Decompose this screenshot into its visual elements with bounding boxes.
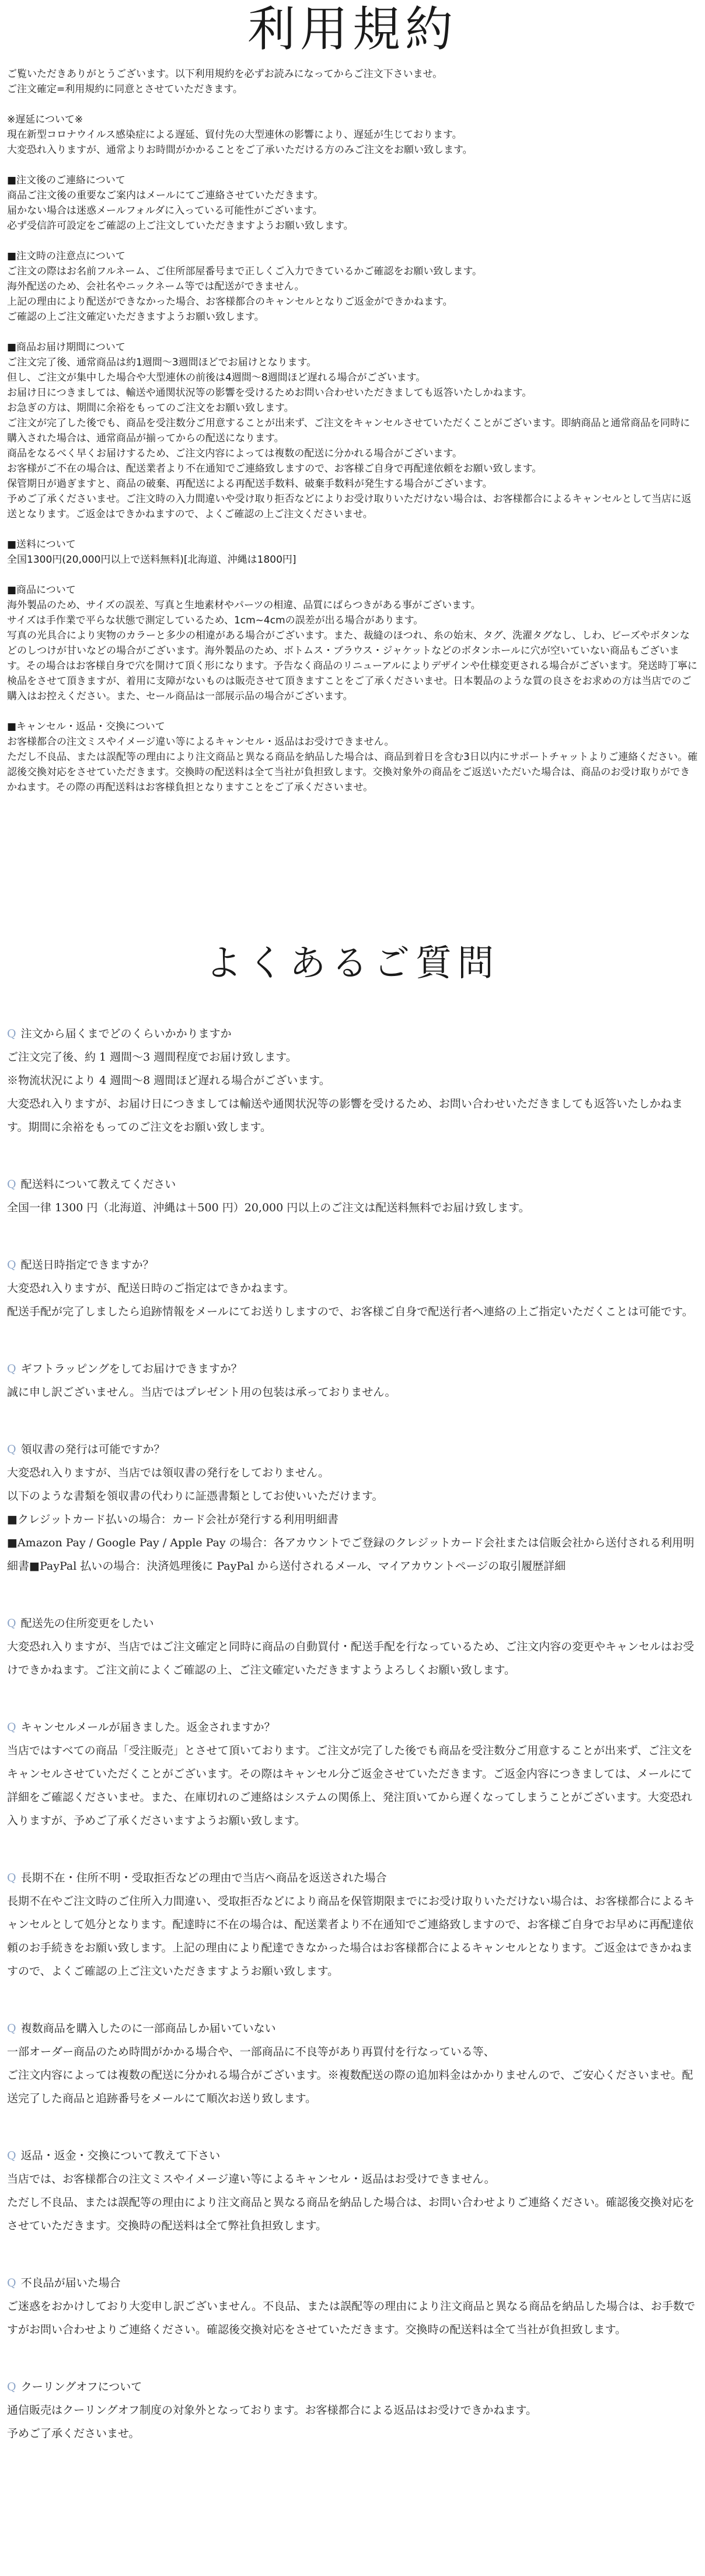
faq-answer-text: 当店では、お客様都合の注文ミスやイメージ違い等によるキャンセル・返品はお受けできません。 <box>7 2173 495 2185</box>
faq-answer <box>7 1635 698 1682</box>
faq-question-text: 配送料について教えてください <box>20 1178 176 1191</box>
question-mark-icon: Q <box>7 2277 16 2289</box>
faq-answer <box>7 1890 698 1983</box>
faq-answer <box>7 1461 698 1578</box>
faq-question-text: 返品・返金・交換について教えて下さい <box>20 2149 221 2162</box>
question-mark-icon: Q <box>7 1027 16 1040</box>
faq-answer-text: 全国一律 1300 円（北海道、沖縄は＋500 円）20,000 円以上のご注文は配送料無料でお届け致します。 <box>7 1201 530 1214</box>
faq-item <box>7 1253 698 1323</box>
faq-answer <box>7 2295 698 2341</box>
terms-title: 利用規約 <box>247 2 458 57</box>
faq-answer-text: 大変恐れ入りますが、配送日時のご指定はできかねます。 <box>7 1282 295 1295</box>
faq-question-text: 注文から届くまでどのくらいかかりますか <box>20 1027 232 1040</box>
terms-text: ※遅延について※ <box>7 114 83 126</box>
faq-item <box>7 1357 698 1404</box>
faq-question <box>7 2375 698 2399</box>
terms-body <box>7 67 698 795</box>
faq-answer <box>7 1045 698 1139</box>
faq-answer-text: 以下のような書類を領収書の代わりに証憑書類としてお使いいただけます。 <box>7 1490 383 1503</box>
faq-question <box>7 1438 698 1461</box>
faq-item <box>7 2144 698 2237</box>
faq-question-text: クーリングオフについて <box>20 2380 142 2393</box>
faq-answer-text: 大変恐れ入りますが、当店ではご注文確定と同時に商品の自動買付・配送手配を行なっているため、ご注文内容の変更やキャンセルはお受けできかねます。ご注文前によくご確認の上、ご注文確定いただきますようよろしくお願い致します。 <box>7 1640 694 1676</box>
faq-item <box>7 1716 698 1832</box>
faq-item <box>7 1173 698 1219</box>
terms-text: ご注文の際はお名前フルネーム、ご住所部屋番号まで正しくご入力できているかご確認をお願い致します。 <box>7 266 482 278</box>
faq-question-text: 不良品が届いた場合 <box>20 2277 121 2289</box>
faq-question-text: 配送日時指定できますか？ <box>20 1259 154 1271</box>
faq-answer-text: ご注文内容によっては複数の配送に分かれる場合がございます。※複数配送の際の追加料金はかかりませんので、ご安心くださいませ。配送完了した商品と追跡番号をメールにて順次お送り致します。 <box>7 2069 693 2105</box>
terms-heading: ■注文時の注意点について <box>7 250 125 263</box>
faq-answer-text: 誠に申し訳ございません。当店ではプレゼント用の包装は承っておりません。 <box>7 1386 396 1399</box>
faq-answer-text: ただし不良品、または誤配等の理由により注文商品と異なる商品を納品した場合は、お問い合わせよりご連絡ください。確認後交換対応をさせていただきます。交換時の配送料は全て弊社負担致します。 <box>7 2196 695 2232</box>
terms-text: 海外配送のため、会社名やニックネーム等では配送ができません。 <box>7 281 305 293</box>
terms-text: ご注文確定=利用規約に同意とさせていただきます。 <box>7 83 243 96</box>
faq-answer-text: 予めご了承くださいませ。 <box>7 2427 140 2440</box>
faq-answer <box>7 1277 698 1323</box>
terms-block <box>7 173 698 233</box>
faq-item <box>7 1022 698 1139</box>
faq-answer-text: 大変恐れ入りますが、お届け日につきましては輸送や通関状況等の影響を受けるため、お問い合わせいただきましても返答いたしかねます。期間に余裕をもってのご注文をお願い致します。 <box>7 1097 683 1134</box>
faq-answer-text: ご迷惑をおかけしており大変申し訳ございません。不良品、または誤配等の理由により注文商品と異なる商品を納品した場合は、お手数ですがお問い合わせよりご連絡ください。確認後交換対応をさせていただきます。交換時の配送料は全て当社が負担致します。 <box>7 2300 696 2336</box>
terms-block <box>7 67 698 97</box>
terms-text: ご確認の上ご注文確定いただきますようお願い致します。 <box>7 311 264 323</box>
faq-answer-text: 通信販売はクーリングオフ制度の対象外となっております。お客様都合による返品はお受けできかねます。 <box>7 2404 538 2417</box>
faq-item <box>7 2271 698 2341</box>
faq-answer-text: ※物流状況により 4 週間〜8 週間ほど遅れる場合がございます。 <box>7 1074 330 1087</box>
faq-question <box>7 2144 698 2167</box>
faq-question <box>7 1357 698 1381</box>
question-mark-icon: Q <box>7 2149 16 2162</box>
terms-text: 届かない場合は迷惑メールフォルダに入っている可能性がございます。 <box>7 205 323 217</box>
terms-text: 予めご了承くださいませ。ご注文時の入力間違いや受け取り拒否などによりお受け取りいただけない場合は、お客様都合によるキャンセルとして当店に返送となります。ご返金はできかねますので、よくご確認の上ご注文くださいませ。 <box>7 493 692 521</box>
faq-question <box>7 1716 698 1739</box>
faq-question <box>7 1253 698 1277</box>
question-mark-icon: Q <box>7 1443 16 1456</box>
terms-text: お急ぎの方は、期間に余裕をもってのご注文をお願い致します。 <box>7 402 294 414</box>
terms-block <box>7 249 698 325</box>
terms-text: ご覧いただきありがとうございます。以下利用規約を必ずお読みになってからご注文下さいませ。 <box>7 68 443 81</box>
faq-question-text: 長期不在・住所不明・受取拒否などの理由で当店へ商品を返送された場合 <box>20 1871 387 1884</box>
faq-item <box>7 2017 698 2110</box>
faq-answer-text: 当店ではすべての商品「受注販売」とさせて頂いております。ご注文が完了した後でも商品を受注数分ご用意することが出来ず、ご注文をキャンセルさせていただくことがございます。その際はキャンセル分ご返金させていただきます。ご返金内容につきましては、メールにて詳細をご確認くださいませ。また、在庫切れのご連絡はシステムの関係上、発注頂いてから遅くなってしまうことがございます。大変恐れ入りますが、予めご了承くださいますようお願い致します。 <box>7 1744 693 1827</box>
faq-answer <box>7 2167 698 2237</box>
terms-text: 商品ご注文後の重要なご案内はメールにてご連絡させていただきます。 <box>7 190 324 202</box>
terms-block <box>7 112 698 158</box>
terms-heading: ■注文後のご連絡について <box>7 175 125 187</box>
terms-heading: ■送料について <box>7 539 76 551</box>
terms-text: 保管期日が過ぎますと、商品の破棄、再配送による再配送手数料、破棄手数料が発生する場合がございます。 <box>7 478 493 490</box>
faq-answer <box>7 1381 698 1404</box>
faq-answer-text: ■Amazon Pay / Google Pay / Apple Pay の場合：各アカウントでご登録のクレジットカード会社または信販会社から送付される利用明細書■PayPal 払いの場合：決済処理後に PayPal から送付されるメール、マイアカウントページの取引履歴詳細 <box>7 1536 694 1573</box>
faq-answer <box>7 1739 698 1832</box>
question-mark-icon: Q <box>7 2022 16 2035</box>
faq-item <box>7 2375 698 2445</box>
terms-text: 上記の理由により配送ができなかった場合、お客様都合のキャンセルとなりご返金ができかねます。 <box>7 296 453 308</box>
terms-text: 但し、ご注文が集中した場合や大型連休の前後は4週間〜8週間ほど遅れる場合がございます。 <box>7 372 426 384</box>
faq-answer-text: 一部オーダー商品のため時間がかかる場合や、一部商品に不良等があり再買付を行なっている等、 <box>7 2045 495 2058</box>
faq-title: よくあるご質問 <box>205 942 500 984</box>
terms-section <box>0 0 705 795</box>
faq-answer-text: 長期不在やご注文時のご住所入力間違い、受取拒否などにより商品を保管期限までにお受け取りいただけない場合は、お客様都合によるキャンセルとして処分となります。配達時に不在の場合は、配送業者より不在通知でご連絡致しますので、お客様ご自身でお早めに再配達依頼のお手続きをお願い致します。上記の理由により配達できなかった場合はお客様都合によるキャンセルとなります。ご返金はできかねますので、よくご確認の上ご注文いただきますようお願い致します。 <box>7 1895 695 1978</box>
terms-text: 大変恐れ入りますが、通常よりお時間がかかることをご了承いただける方のみご注文をお願い致します。 <box>7 144 473 156</box>
terms-text: 現在新型コロナウイルス感染症による遅延、貿付先の大型連休の影響により、遅延が生じております。 <box>7 129 462 141</box>
faq-item <box>7 1866 698 1983</box>
question-mark-icon: Q <box>7 2380 16 2393</box>
faq-list <box>7 1022 698 2445</box>
faq-answer <box>7 2040 698 2110</box>
question-mark-icon: Q <box>7 1178 16 1191</box>
faq-question <box>7 1612 698 1635</box>
terms-text: お届け日につきましては、輸送や通関状況等の影響を受けるためお問い合わせいただきましても返答いたしかねます。 <box>7 387 532 399</box>
terms-heading: ■キャンセル・返品・交換について <box>7 721 165 733</box>
terms-text: お客様都合の注文ミスやイメージ違い等によるキャンセル・返品はお受けできません。 <box>7 736 395 748</box>
faq-answer-text: ■クレジットカード払いの場合：カード会社が発行する利用明細書 <box>7 1513 338 1526</box>
terms-text: 全国1300円(20,000円以上で送料無料)[北海道、沖縄は1800円] <box>7 554 296 566</box>
faq-answer <box>7 1196 698 1219</box>
question-mark-icon: Q <box>7 1721 16 1734</box>
terms-heading: ■商品お届け期間について <box>7 341 125 354</box>
faq-section <box>0 934 705 2479</box>
terms-text: ご注文が完了した後でも、商品を受注数分ご用意することが出来ず、ご注文をキャンセルさせていただくことがございます。即納商品と通常商品を同時に購入された場合は、通常商品が揃ってからの配送になります。 <box>7 417 690 445</box>
terms-text: 写真の光具合により実物のカラーと多少の相違がある場合がございます。また、裁縫のほつれ、糸の始末、タグ、洗濯タグなし、しわ、ビーズやボタンなどのしつけが甘いなどの場合がございます。海外製品のため、ボトムス・ブラウス・ジャケットなどのボタンホールに穴が空いていない商品もございます。その場合はお客様自身で穴を開けて頂く形になります。予告なく商品のリニューアルによりデザインや仕様変更される場合がございます。発送時丁寧に検品をさせて頂きますが、着用に支障がないものは販売させて頂きますことをご了承くださいませ。日本製品のような質の良さをお求めの方は当店でのご購入はお控えください。また、セール商品は一部展示品の場合がございます。 <box>7 630 697 703</box>
faq-question-text: 領収書の発行は可能ですか？ <box>20 1443 165 1456</box>
terms-text: 海外製品のため、サイズの誤差、写真と生地素材やパーツの相違、品質にばらつきがある事がございます。 <box>7 599 481 612</box>
terms-text: ご注文完了後、通常商品は約1週間〜3週間ほどでお届けとなります。 <box>7 357 317 369</box>
faq-question <box>7 2271 698 2295</box>
question-mark-icon: Q <box>7 1617 16 1630</box>
faq-answer-text: 配送手配が完了しましたら追跡情報をメールにてお送りしますので、お客様ご自身で配送行者へ連絡の上ご指定いただくことは可能です。 <box>7 1305 693 1318</box>
terms-text: 商品をなるべく早くお届けするため、ご注文内容によっては複数の配送に分かれる場合がございます。 <box>7 448 462 460</box>
faq-question <box>7 1173 698 1196</box>
faq-question <box>7 2017 698 2040</box>
terms-block <box>7 340 698 522</box>
terms-text: お客様がご不在の場合は、配送業者より不在通知でご連絡致しますので、お客様ご自身で再配達依頼をお願い致します。 <box>7 463 542 475</box>
terms-text: ただし不良品、または誤配等の理由により注文商品と異なる商品を納品した場合は、商品到着日を含む3日以内にサポートチャットよりご連絡ください。確認後交換対応をさせていただきます。交換時の配送料は全て当社が負担致します。交換対象外の商品をご返送いただいた場合は、商品のお受け取りができかねます。その際の再配送料はお客様負担となりますことをご了承くださいませ。 <box>7 751 698 794</box>
faq-question <box>7 1022 698 1045</box>
faq-question-text: ギフトラッピングをしてお届けできますか？ <box>20 1362 242 1375</box>
faq-question-text: 複数商品を購入したのに一部商品しか届いていない <box>20 2022 276 2035</box>
faq-answer-text: ご注文完了後、約 1 週間〜3 週間程度でお届け致します。 <box>7 1051 297 1064</box>
question-mark-icon: Q <box>7 1871 16 1884</box>
terms-heading: ■商品について <box>7 584 76 597</box>
faq-answer-text: 大変恐れ入りますが、当店では領収書の発行をしておりません。 <box>7 1466 330 1479</box>
faq-question-text: 配送先の住所変更をしたい <box>20 1617 154 1630</box>
faq-question <box>7 1866 698 1890</box>
terms-block <box>7 719 698 795</box>
faq-item <box>7 1612 698 1682</box>
faq-item <box>7 1438 698 1578</box>
question-mark-icon: Q <box>7 1362 16 1375</box>
faq-question-text: キャンセルメールが届きました。返金されますか？ <box>20 1721 275 1734</box>
terms-block <box>7 583 698 704</box>
faq-answer <box>7 2399 698 2445</box>
terms-text: サイズは手作業で平らな状態で測定しているため、1cm~4cmの誤差が出る場合があります。 <box>7 615 424 627</box>
terms-block <box>7 537 698 567</box>
terms-text: 必ず受信許可設定をご確認の上ご注文していただきますようお願い致します。 <box>7 220 354 232</box>
question-mark-icon: Q <box>7 1259 16 1271</box>
